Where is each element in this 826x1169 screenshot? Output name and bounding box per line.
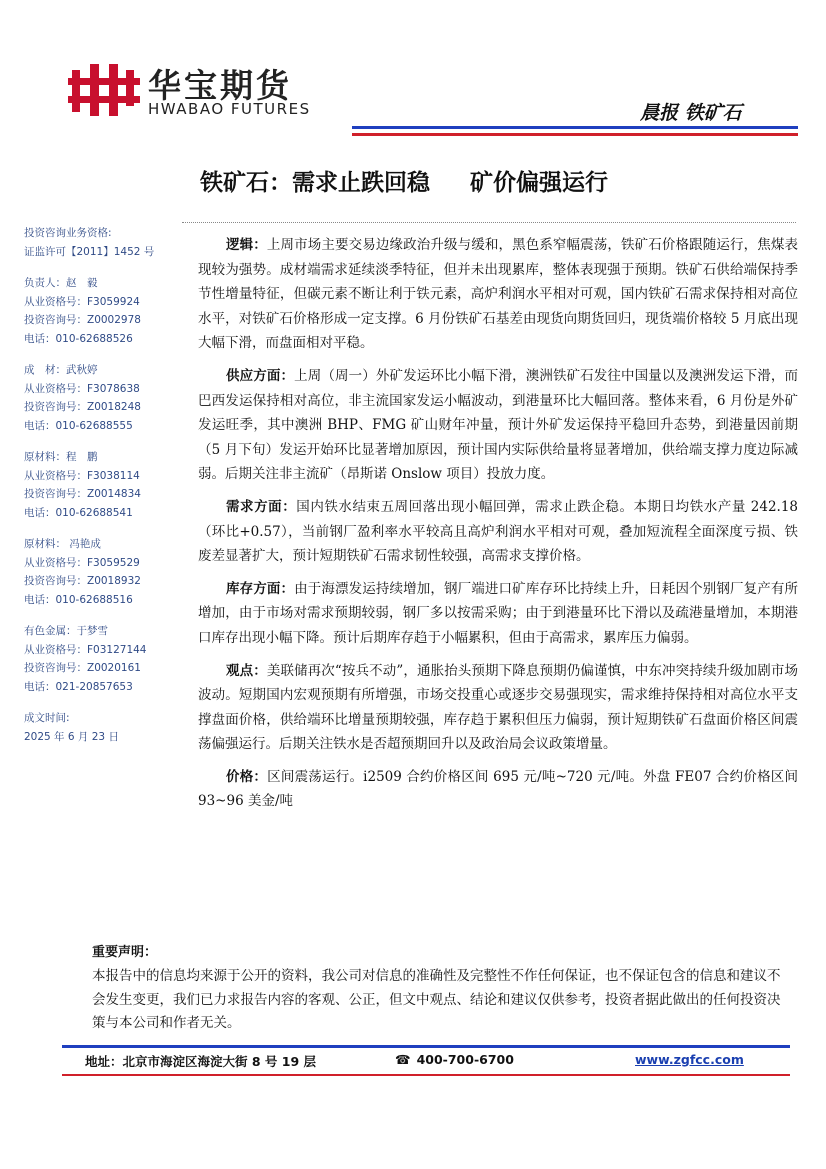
analyst-block (24, 535, 184, 609)
header-rule-blue (352, 126, 798, 129)
analyst-license: 从业资格号：F3038114 (24, 469, 140, 482)
analyst-block (24, 274, 184, 348)
qualification-label: 投资咨询业务资格: (24, 227, 112, 239)
analyst-block (24, 622, 184, 696)
footer-website-link[interactable]: www.zgfcc.com (635, 1052, 744, 1067)
company-name-cn: 华宝期货 (148, 66, 292, 105)
report-type-label: 晨报 铁矿石 (640, 102, 742, 124)
section-text: 国内铁水结束五周回落出现小幅回弹，需求止跌企稳。本期日均铁水产量 242.18（环比+0.57），当前钢厂盈利率水平较高且高炉利润水平相对可观，叠加短流程全面深度亏损、铁废差显著扩大，预计短期铁矿石需求韧性较强，高需求支撑价格。 (198, 498, 799, 565)
section-label: 逻辑： (226, 237, 267, 253)
section-demand (198, 495, 798, 569)
phone-icon: ☎ (395, 1052, 411, 1067)
analyst-license: 从业资格号：F3059924 (24, 295, 140, 308)
footer-rule-red (62, 1074, 790, 1076)
company-name-en: HWABAO FUTURES (148, 100, 311, 118)
analyst-license: 从业资格号：F3059529 (24, 556, 140, 569)
footer-address: 地址：北京市海淀区海淀大街 8 号 19 层 (85, 1054, 317, 1069)
disclaimer-text (92, 965, 788, 1036)
disclaimer-label: 重要声明： (92, 945, 158, 960)
analyst-consult: 投资咨询号：Z0014834 (24, 488, 141, 500)
analyst-consult: 投资咨询号：Z0002978 (24, 314, 141, 326)
analyst-sidebar (24, 224, 184, 746)
date-value: 2025 年 6 月 23 日 (24, 730, 119, 743)
company-logo-icon (68, 62, 140, 118)
title-part-1: 铁矿石：需求止跌回稳 (200, 169, 430, 196)
analyst-role: 有色金属：于梦雪 (24, 625, 108, 637)
section-price (198, 765, 798, 814)
analyst-license: 从业资格号：F3078638 (24, 382, 140, 395)
analyst-role: 原材料：程 鹏 (24, 451, 98, 463)
title-part-2: 矿价偏强运行 (470, 169, 608, 196)
section-view (198, 659, 798, 757)
section-text: 上周（周一）外矿发运环比小幅下滑，澳洲铁矿石发往中国量以及澳洲发运下滑，而巴西发运保持相对高位，非主流国家发运小幅波动，到港量环比大幅回落。整体来看，6 月份是外矿发运旺季，其中澳洲 BHP、FMG 矿山财年冲量，预计外矿发运保持平稳回升态势，到港量因前期（5 月下旬）发运开始环比显著增加原因，预计国内实际供给量将显著增加，供给端支撑力度边际减弱。后期关注非主流矿（昂斯诺 Onslow 项目）投放力度。 (198, 367, 799, 483)
analyst-consult: 投资咨询号：Z0018248 (24, 401, 141, 413)
analyst-role: 负责人：赵 毅 (24, 277, 98, 289)
section-logic (198, 233, 798, 356)
date-label: 成文时间: (24, 712, 70, 724)
report-body (198, 233, 798, 822)
header-rule-red (352, 133, 798, 136)
title-divider (182, 222, 796, 223)
analyst-phone: 电话：010-62688526 (24, 332, 133, 345)
section-inventory (198, 577, 798, 651)
section-label: 价格： (226, 768, 268, 785)
analyst-phone: 电话：021-20857653 (24, 680, 133, 693)
qualification-value: 证监许可【2011】1452 号 (24, 245, 155, 258)
section-text: 区间震荡运行。i2509 合约价格区间 695 元/吨~720 元/吨。外盘 FE07 合约价格区间 93~96 美金/吨 (198, 768, 799, 810)
section-label: 需求方面： (226, 498, 297, 515)
section-text: 由于海漂发运持续增加，钢厂端进口矿库存环比持续上升，日耗因个别钢厂复产有所增加，由于市场对需求预期较弱，钢厂多以按需采购；由于到港量环比下滑以及疏港量增加，本期港口库存出现小幅下降。预计后期库存趋于小幅累积，但由于高需求，累库压力偏弱。 (198, 580, 799, 646)
analyst-phone: 电话：010-62688516 (24, 593, 133, 606)
footer-phone-number: 400-700-6700 (416, 1052, 514, 1067)
section-text: 上周市场主要交易边缘政治升级与缓和，黑色系窄幅震荡，铁矿石价格跟随运行，焦煤表现较为强势。成材端需求延续淡季特征，但并未出现累库，整体表现强于预期。铁矿石供给端保持季节性增量特征，但碳元素不断让利于铁元素，高炉利润水平相对可观，国内铁矿石需求保持相对高位水平，对铁矿石价格形成一定支撑。6 月份铁矿石基差由现货向期货回归，现货端价格较 5 月底出现大幅下滑，而盘面相对平稳。 (198, 237, 799, 352)
analyst-phone: 电话：010-62688555 (24, 419, 133, 432)
analyst-role: 原材料： 冯艳成 (24, 538, 101, 550)
analyst-consult: 投资咨询号：Z0020161 (24, 662, 141, 674)
section-label: 观点： (226, 662, 267, 679)
analyst-block (24, 448, 184, 522)
section-label: 供应方面： (226, 367, 295, 384)
footer-phone (395, 1052, 514, 1067)
analyst-consult: 投资咨询号：Z0018932 (24, 575, 141, 587)
analyst-phone: 电话：010-62688541 (24, 506, 133, 519)
section-text: 美联储再次“按兵不动”，通胀抬头预期下降息预期仍偏谨慎，中东冲突持续升级加剧市场波动。短期国内宏观预期有所增强，市场交投重心或逐步交易强现实，需求维持保持相对高位水平支撑盘面价格，供给端环比增量预期较强，库存趋于累积但压力偏弱，预计短期铁矿石盘面价格区间震荡偏强运行。后期关注铁水是否超预期回升以及政治局会议政策增量。 (198, 662, 798, 753)
analyst-role: 成 材：武秋婷 (24, 364, 98, 376)
analyst-license: 从业资格号：F03127144 (24, 643, 147, 656)
footer-rule-blue (62, 1045, 790, 1048)
section-supply (198, 364, 798, 487)
analyst-block (24, 361, 184, 435)
page-title (200, 164, 608, 197)
disclaimer-body: 本报告中的信息均来源于公开的资料，我公司对信息的准确性及完整性不作任何保证，也不保证包含的信息和建议不会发生变更，我们已力求报告内容的客观、公正，但文中观点、结论和建议仅供参考，投资者据此做出的任何投资决策与本公司和作者无关。 (92, 968, 781, 1032)
section-label: 库存方面： (226, 580, 295, 597)
